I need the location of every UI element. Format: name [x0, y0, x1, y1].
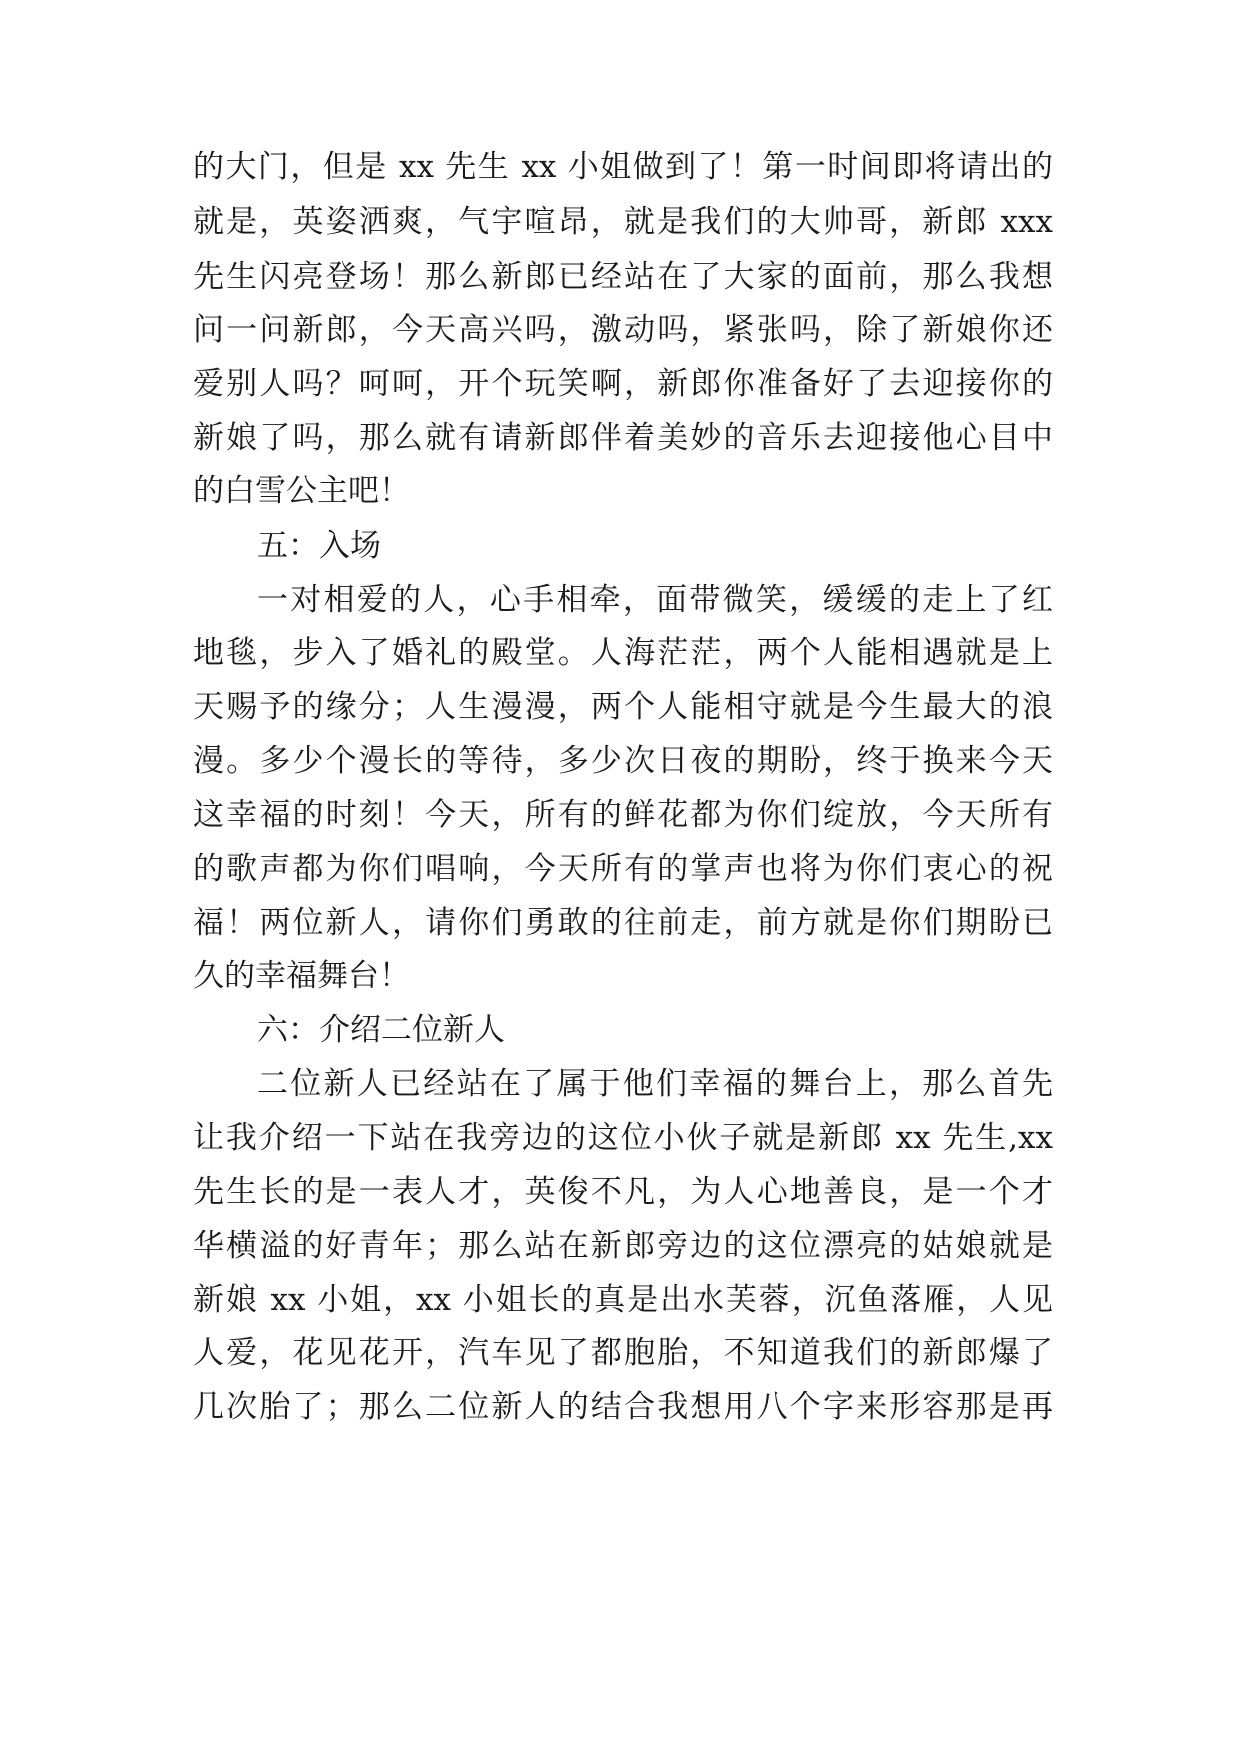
text-line: 人爱，花见花开，汽车见了都胞胎，不知道我们的新郎爆了: [193, 1335, 1053, 1371]
text-line: 天赐予的缘分；人生漫漫，两个人能相守就是今生最大的浪: [193, 689, 1053, 725]
text-line: 福！两位新人，请你们勇敢的往前走，前方就是你们期盼已: [193, 905, 1053, 941]
text-line: 一对相爱的人，心手相牵，面带微笑，缓缓的走上了红: [257, 582, 1053, 618]
section-heading: 五：入场: [257, 528, 381, 564]
text-line: 就是，英姿洒爽，气宇喧昂，就是我们的大帅哥，新郎 xxx: [193, 204, 1053, 240]
text-line: 新娘 xx 小姐，xx 小姐长的真是出水芙蓉，沉鱼落雁，人见: [193, 1282, 1053, 1318]
text-line: 问一问新郎，今天高兴吗，激动吗，紧张吗，除了新娘你还: [193, 312, 1053, 348]
text-line: 几次胎了；那么二位新人的结合我想用八个字来形容那是再: [193, 1389, 1053, 1425]
text-line: 的歌声都为你们唱响，今天所有的掌声也将为你们衷心的祝: [193, 851, 1053, 887]
text-line: 的白雪公主吧！: [193, 473, 410, 509]
text-line: 二位新人已经站在了属于他们幸福的舞台上，那么首先: [257, 1066, 1053, 1102]
text-line: 先生闪亮登场！那么新郎已经站在了大家的面前，那么我想: [193, 259, 1053, 295]
text-line: 华横溢的好青年；那么站在新郎旁边的这位漂亮的姑娘就是: [193, 1228, 1053, 1264]
text-line: 爱别人吗？呵呵，开个玩笑啊，新郎你准备好了去迎接你的: [193, 366, 1053, 402]
text-line: 久的幸福舞台！: [193, 958, 410, 994]
text-line: 漫。多少个漫长的等待，多少次日夜的期盼，终于换来今天: [193, 743, 1053, 779]
text-line: 先生长的是一表人才，英俊不凡，为人心地善良，是一个才: [193, 1174, 1053, 1210]
text-line: 让我介绍一下站在我旁边的这位小伙子就是新郎 xx 先生,xx: [193, 1120, 1053, 1156]
document-page: [193, 0, 1053, 1754]
section-heading: 六：介绍二位新人: [257, 1012, 505, 1048]
text-line: 这幸福的时刻！今天，所有的鲜花都为你们绽放，今天所有: [193, 797, 1053, 833]
text-line: 地毯，步入了婚礼的殿堂。人海茫茫，两个人能相遇就是上: [193, 635, 1053, 671]
text-line: 新娘了吗，那么就有请新郎伴着美妙的音乐去迎接他心目中: [193, 420, 1053, 456]
text-line: 的大门，但是 xx 先生 xx 小姐做到了！第一时间即将请出的: [193, 149, 1053, 185]
